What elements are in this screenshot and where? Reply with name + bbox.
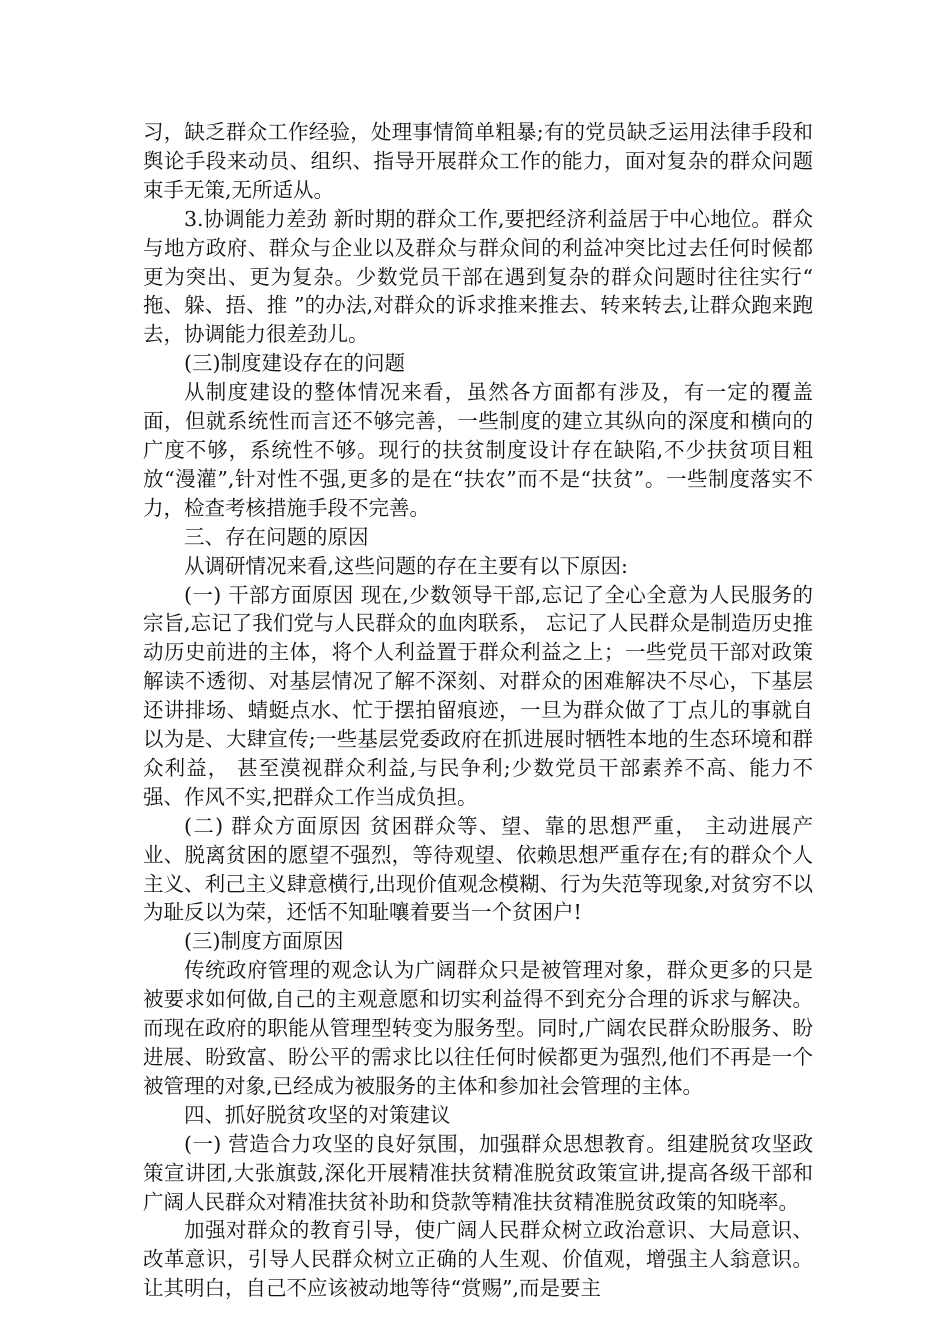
paragraph-system-construction: 从制度建设的整体情况来看，虽然各方面都有涉及，有一定的覆盖面，但就系统性而言还不够完善，一些制度的建立其纵向的深度和横向的广度不够，系统性不够。现行的扶贫制度设计存在缺陷,不少扶贫项目粗放“漫灌”,针对性不强,更多的是在“扶农”而不是“扶贫”。一些制度落实不力，检查考核措施手段不完善。 [143, 380, 813, 520]
heading-system-construction-problems: (三)制度建设存在的问题 [184, 351, 405, 376]
paragraph-education-guidance: 加强对群众的教育引导，使广阔人民群众树立政治意识、大局意识、改革意识，引导人民群众树立正确的人生观、价值观，增强主人翁意识。让其明白，自己不应该被动地等待“赏赐”,而是要主 [143, 1218, 813, 1301]
paragraph-cadre-causes: (一) 干部方面原因 现在,少数领导干部,忘记了全心全意为人民服务的宗旨,忘记了我们党与人民群众的血肉联系， 忘记了人民群众是制造历史推动历史前进的主体，将个人利益置于群众利益之上；一些党员干部对政策解读不透彻、对基层情况了解不深刻、对群众的困难解决不尽心，下基层还讲排场、蜻蜓点水、忙于摆拍留痕迹，一旦为群众做了丁点儿的事就自以为是、大肆宣传;一些基层党委政府在抓进展时牺牲本地的生态环境和群众利益， 甚至漠视群众利益,与民争利;少数党员干部素养不高、能力不强、作风不实,把群众工作当成负担。 [143, 582, 813, 809]
paragraph-system-causes: 传统政府管理的观念认为广阔群众只是被管理对象，群众更多的只是被要求如何做,自己的主观意愿和切实利益得不到充分合理的诉求与解决。而现在政府的职能从管理型转变为服务型。同时,广阔农民群众盼服务、盼进展、盼致富、盼公平的需求比以往任何时候都更为强烈,他们不再是一个被管理的对象,已经成为被服务的主体和参加社会管理的主体。 [143, 958, 813, 1098]
paragraph-atmosphere: (一) 营造合力攻坚的良好氛围，加强群众思想教育。组建脱贫攻坚政策宣讲团,大张旗鼓,深化开展精准扶贫精准脱贫政策宣讲,提高各级干部和广阔人民群众对精准扶贫补助和贷款等精准扶贫精准脱贫政策的知晓率。 [143, 1131, 813, 1214]
heading-system-causes: (三)制度方面原因 [184, 929, 344, 954]
paragraph-coordination-ability: 3.协调能力差劲 新时期的群众工作,要把经济利益居于中心地位。群众与地方政府、群众与企业以及群众与群众间的利益冲突比过去任何时候都更为突出、更为复杂。少数党员干部在遇到复杂的群众问题时往往实行“ 拖、躲、捂、推 ”的办法,对群众的诉求推来推去、转来转去,让群众跑来跑去，协调能力很差劲儿。 [143, 206, 813, 347]
paragraph-continuation: 习，缺乏群众工作经验，处理事情简单粗暴;有的党员缺乏运用法律手段和舆论手段来动员、组织、指导开展群众工作的能力，面对复杂的群众问题束手无策,无所适从。 [143, 120, 813, 202]
heading-causes: 三、存在问题的原因 [184, 524, 369, 549]
heading-countermeasures: 四、抓好脱贫攻坚的对策建议 [184, 1102, 451, 1127]
paragraph-masses-causes: (二) 群众方面原因 贫困群众等、望、靠的思想严重， 主动进展产业、脱离贫困的愿望不强烈，等待观望、依赖思想严重存在;有的群众个人主义、利己主义肆意横行,出现价值观念模糊、行为失范等现象,对贫穷不以为耻反以为荣，还恬不知耻嚷着要当一个贫困户! [143, 813, 813, 925]
document-page [143, 118, 813, 1303]
paragraph-causes-intro: 从调研情况来看,这些问题的存在主要有以下原因: [184, 553, 628, 578]
